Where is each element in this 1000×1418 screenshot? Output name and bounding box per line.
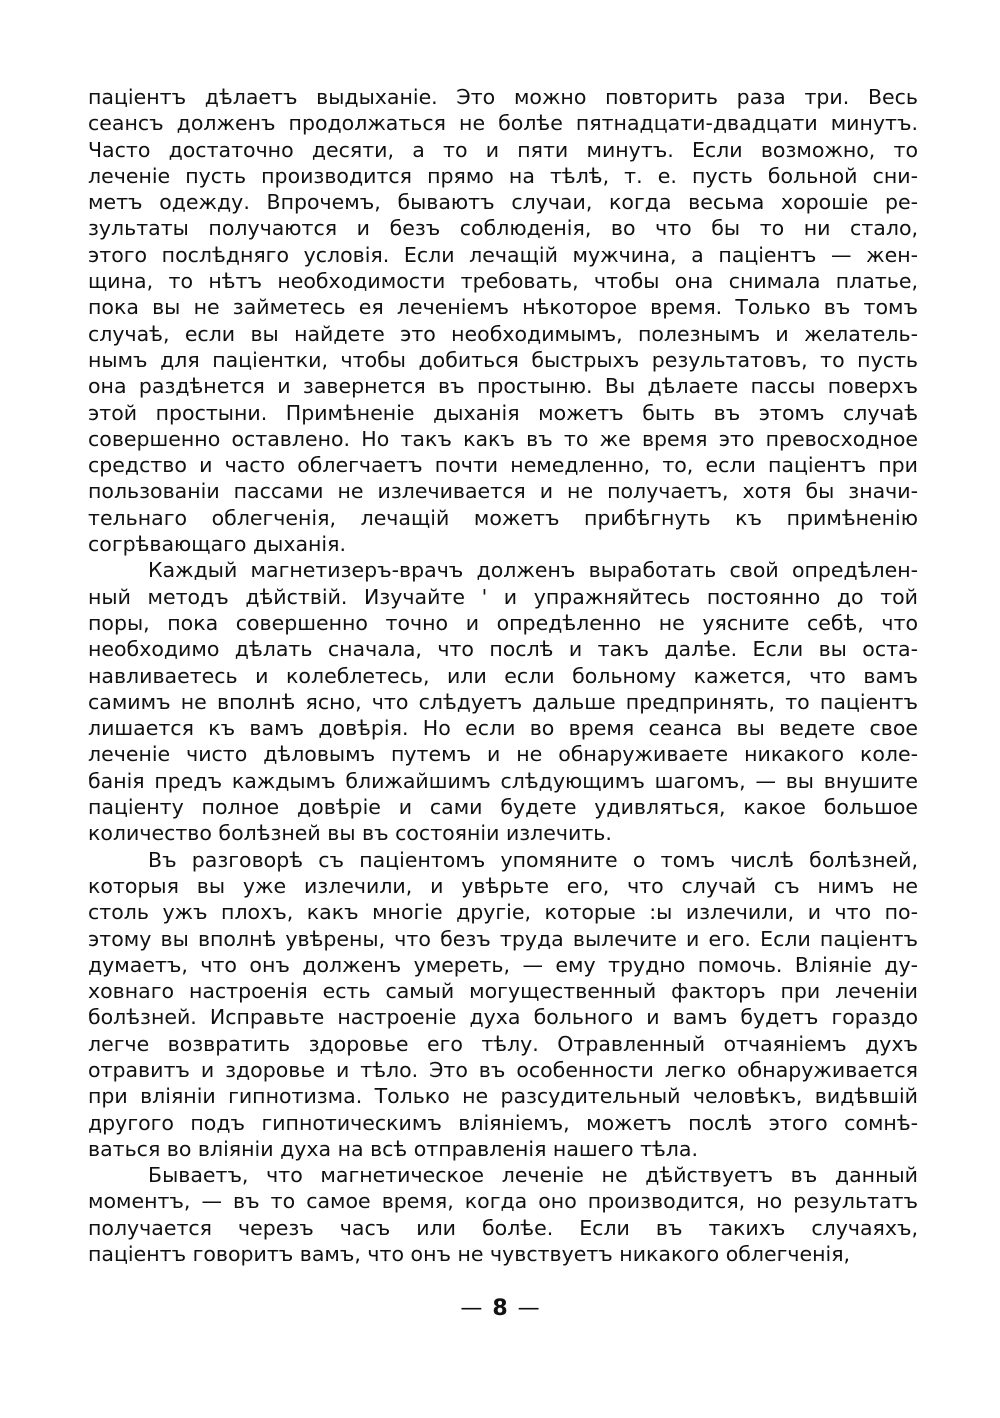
text-line: навливаетесь и колеблетесь, или если больному кажется, что вамъ [88,663,918,688]
text-line: леченіе чисто дѣловымъ путемъ и не обнаруживаете никакого коле- [88,742,918,767]
text-line: банія предъ каждымъ ближайшимъ слѣдующимъ шагомъ, — вы внушите [88,768,918,793]
text-line: поры, пока совершенно точно и опредѣленно не уясните себѣ, что [88,610,918,635]
page-number [0,1296,1000,1321]
text-line: которыя вы уже излечили, и увѣрьте его, что случай съ нимъ не [88,873,918,898]
text-line: думаетъ, что онъ долженъ умереть, — ему трудно помочь. Вліяніе ду- [88,952,918,977]
text-line: болѣзней. Исправьте настроеніе духа больного и вамъ будетъ гораздо [88,1005,918,1030]
text-line: этому вы вполнѣ увѣрены, что безъ труда вылечите и его. Если паціентъ [88,926,918,951]
paragraph [88,84,918,557]
text-line: Каждый магнетизеръ-врачъ долженъ выработать свой опредѣлен- [148,558,918,583]
text-line: моментъ, — въ то самое время, когда оно производится, но результатъ [88,1189,918,1214]
text-line: ный методъ дѣйствій. Изучайте ' и упражняйтесь постоянно до той [88,584,918,609]
text-line: Часто достаточно десяти, а то и пяти минутъ. Если возможно, то [88,137,918,162]
text-line: случаѣ, если вы найдете это необходимымъ, полезнымъ и желатель- [88,321,918,346]
text-line: необходимо дѣлать сначала, что послѣ и такъ далѣе. Если вы оста- [88,637,918,662]
text-line: получается черезъ часъ или болѣе. Если въ такихъ случаяхъ, [88,1215,918,1240]
text-line: она раздѣнется и завернется въ простыню. Вы дѣлаете пассы поверхъ [88,374,918,399]
text-line: ховнаго настроенія есть самый могущественный факторъ при леченіи [88,979,918,1004]
text-line: зультаты получаются и безъ соблюденія, во что бы то ни стало, [88,216,918,241]
text-line: отравитъ и здоровье и тѣло. Это въ особенности легко обнаруживается [88,1057,918,1082]
text-line: этого послѣдняго условія. Если лечащій мужчина, а паціентъ — жен- [88,242,918,267]
text-line: пользованіи пассами не излечивается и не получаетъ, хотя бы значи- [88,479,918,504]
text-line: метъ одежду. Впрочемъ, бываютъ случаи, когда весьма хорошіе ре- [88,190,918,215]
body-text [88,84,918,1267]
text-line: самимъ не вполнѣ ясно, что слѣдуетъ дальше предпринять, то паціентъ [88,689,918,714]
page-number-value: 8 [492,1296,508,1321]
text-line: ваться во вліяніи духа на всѣ отправленія нашего тѣла. [88,1136,698,1161]
text-line: Бываетъ, что магнетическое леченіе не дѣйствуетъ въ данный [148,1163,918,1188]
paragraph [88,557,918,846]
paragraph [88,847,918,1163]
text-line: паціенту полное довѣріе и сами будете удивляться, какое большое [88,795,918,820]
text-line: средство и часто облегчаетъ почти немедленно, то, если паціентъ при [88,453,918,478]
text-line: при вліяніи гипнотизма. Только не разсудительный человѣкъ, видѣвшій [88,1084,918,1109]
text-line: тельнаго облегченія, лечащій можетъ прибѣгнуть къ примѣненію [88,505,918,530]
text-line: щина, то нѣтъ необходимости требовать, чтобы она снимала платье, [88,269,918,294]
text-line: пока вы не займетесь ея леченіемъ нѣкоторое время. Только въ томъ [88,295,918,320]
paragraph [88,1162,918,1267]
text-line: нымъ для паціентки, чтобы добиться быстрыхъ результатовъ, то пусть [88,347,918,372]
text-line: сеансъ долженъ продолжаться не болѣе пятнадцати-двадцати минутъ. [88,111,918,136]
text-line: другого подъ гипнотическимъ вліяніемъ, можетъ послѣ этого сомнѣ- [88,1110,918,1135]
text-line: совершенно оставлено. Но такъ какъ въ то же время это превосходное [88,426,918,451]
text-line: лишается къ вамъ довѣрія. Но если во время сеанса вы ведете свое [88,716,918,741]
text-line: паціентъ дѣлаетъ выдыханіе. Это можно повторить раза три. Весь [88,85,918,109]
page-number-left-dash: — [460,1296,483,1321]
text-line: столь ужъ плохъ, какъ многіе другіе, которые :ы излечили, и что по- [88,900,918,925]
text-line: согрѣвающаго дыханія. [88,532,346,557]
text-line: этой простыни. Примѣненіе дыханія можетъ быть въ этомъ случаѣ [88,400,918,425]
text-line: количество болѣзней вы въ состояніи излечить. [88,821,612,846]
text-line: паціентъ говоритъ вамъ, что онъ не чувствуетъ никакого облегченія, [88,1242,851,1267]
text-line: Въ разговорѣ съ паціентомъ упомяните о томъ числѣ болѣзней, [148,847,918,872]
text-line: легче возвратить здоровье его тѣлу. Отравленный отчаяніемъ духъ [88,1031,918,1056]
page-number-right-dash: — [517,1296,540,1321]
text-line: леченіе пусть производится прямо на тѣлѣ, т. е. пусть больной сни- [88,163,918,188]
